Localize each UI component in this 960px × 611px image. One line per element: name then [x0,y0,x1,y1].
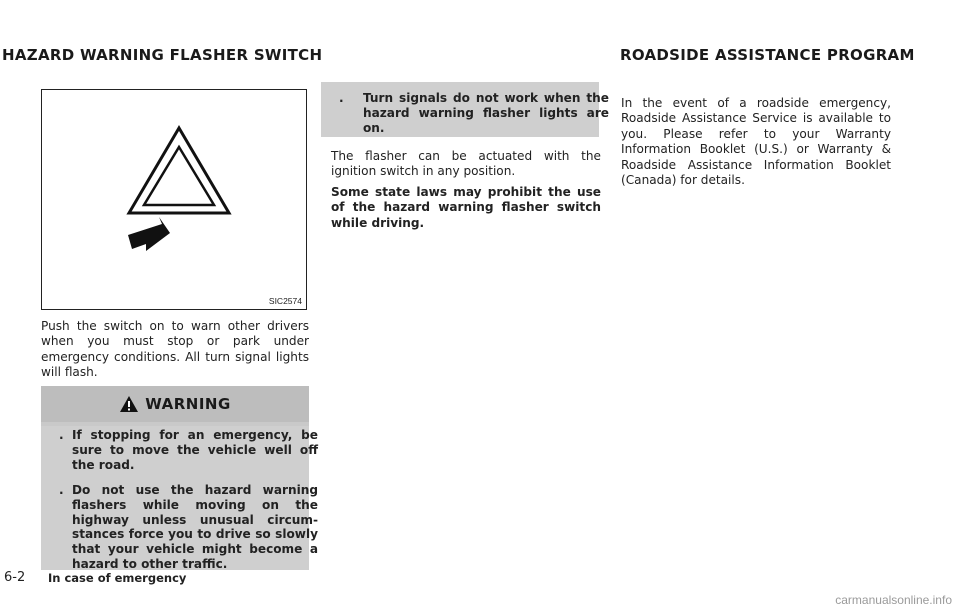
warning-list [41,426,318,571]
bullet: . [59,483,64,497]
warning-continued-box [321,82,609,137]
page-number: 6-2 [4,570,26,585]
flasher-paragraph: The flasher can be actuated with the ignition switch in any position. [331,149,601,179]
footer-section-name: In case of emergency [48,571,187,585]
roadside-paragraph: In the event of a roadside emergency, Roadside Assistance Service is available to you. Please refer to your Warranty Information Booklet (U.S.) or Warranty & Roadside Assistance Information Booklet (Canada) for details. [621,96,891,188]
warning-item-text: Do not use the hazard warning flashers while moving on the highway unless unusual circum-stances force you to drive so slowly that your vehicle might become a hazard to other traffic. [72,483,318,571]
warning-item-text: If stopping for an emergency, be sure to move the vehicle well off the road. [72,428,318,472]
hazard-triangle-illustration [42,90,306,309]
pointing-arrow-icon [128,217,170,251]
warning-header [41,386,309,422]
section-heading-hazard: HAZARD WARNING FLASHER SWITCH [2,46,323,64]
warning-triangle-icon [119,395,139,413]
warning-item [59,428,318,474]
state-laws-paragraph: Some state laws may prohibit the use of the hazard warning flasher switch while driving. [331,184,601,230]
intro-paragraph: Push the switch on to warn other drivers when you must stop or park under emergency conditions. All turn signal lights will flash. [41,319,309,380]
warning-item-text: Turn signals do not work when the hazard warning flasher lights are on. [363,91,609,135]
watermark: carmanualsonline.info [835,593,952,607]
warning-title: WARNING [145,395,231,413]
bullet: . [59,428,64,442]
warning-box [41,386,318,571]
figure-code: SIC2574 [268,296,302,306]
bullet: . [339,91,344,105]
warning-item [339,91,609,135]
hazard-switch-figure [41,89,307,310]
section-heading-roadside: ROADSIDE ASSISTANCE PROGRAM [620,46,915,64]
warning-item [59,483,318,573]
